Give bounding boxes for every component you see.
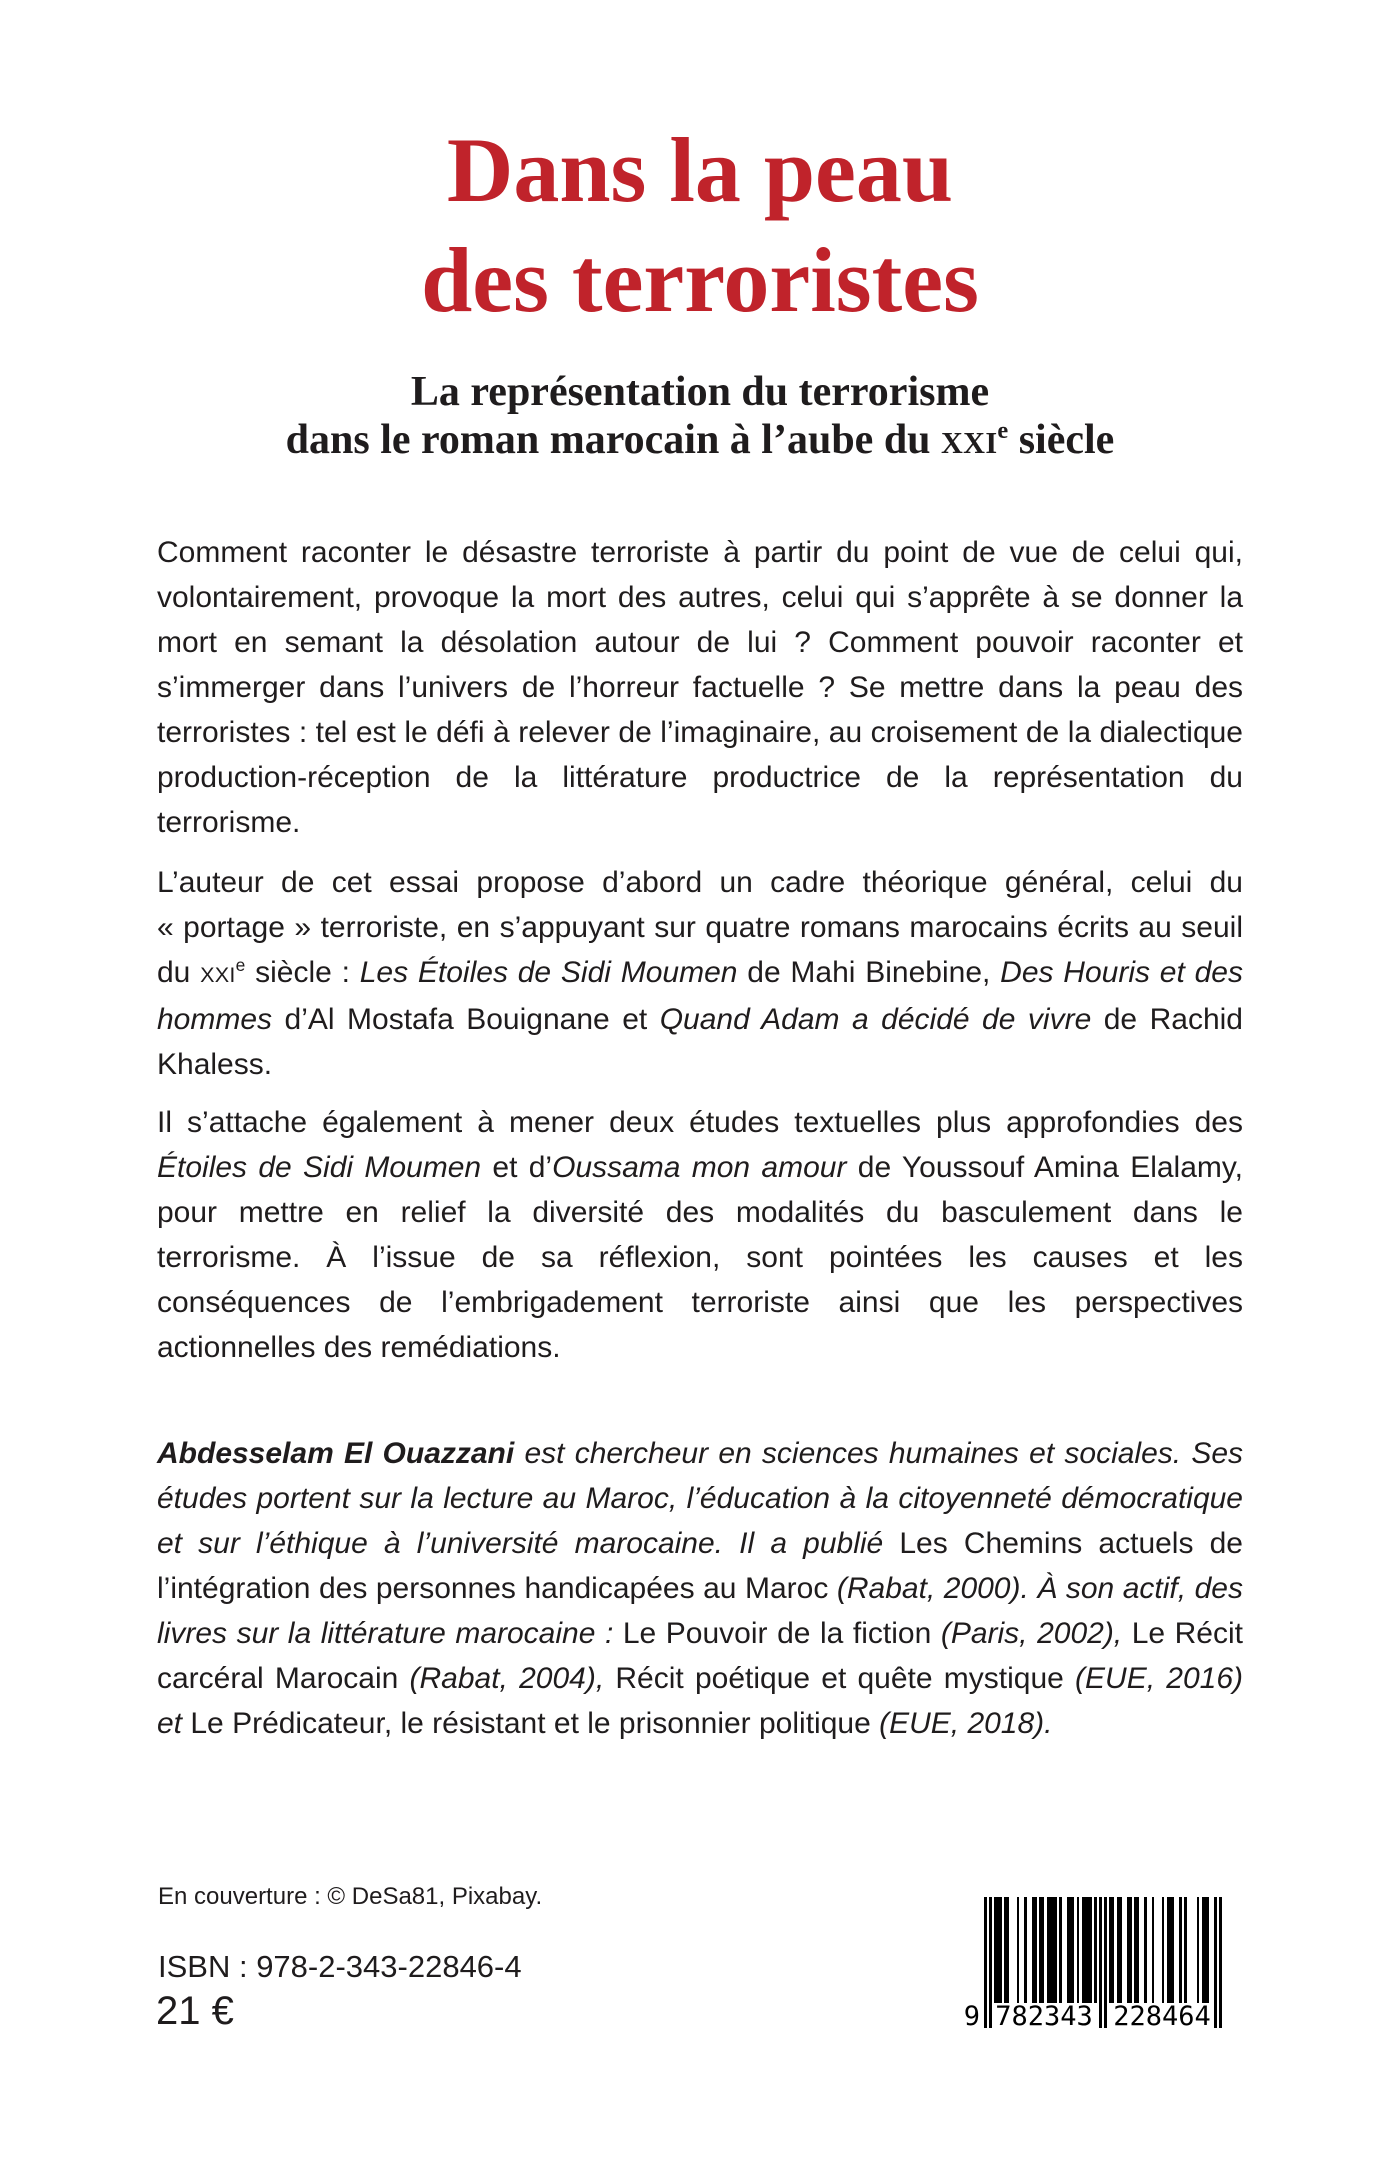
cover-credit-note: En couverture : © DeSa81, Pixabay. — [158, 1883, 543, 1910]
book-title-line-1: Dans la peau — [446, 119, 954, 221]
ean-barcode — [963, 1897, 1222, 2032]
synopsis-paragraph-2: L’auteur de cet essai propose d’abord un cadre théorique général, celui du « portage » terroriste, en s’appuyant sur quatre romans marocains écrits au seuil du XXIe siècle : Les Étoiles de Sidi Moumen de Mahi Binebine, Des Houris et des hommes d’Al Mostafa Bouignane et Quand Adam a décidé de vivre de Rachid Khaless. — [157, 866, 1243, 1081]
isbn-text: ISBN : 978-2-343-22846-4 — [158, 1949, 522, 1984]
price-text: 21 € — [156, 1989, 234, 2033]
barcode-digit-group-right: 228464 — [1113, 2001, 1211, 2032]
synopsis-paragraph-3: Il s’attache également à mener deux études textuelles plus approfondies des Étoiles de Sidi Moumen et d’Oussama mon amour de Youssouf Amina Elalamy, pour mettre en relief la diversité des modalités du basculement dans le terrorisme. À l’issue de sa réflexion, sont pointées les causes et les conséquences de l’embrigadement terroriste ainsi que les perspectives actionnelles des remédiations. — [157, 1106, 1244, 1364]
book-title — [157, 115, 1243, 335]
author-bio: Abdesselam El Ouazzani est chercheur en sciences humaines et sociales. Ses études portent sur la lecture au Maroc, l’éducation à la citoyenneté démocratique et sur l’éthique à l’université marocaine. Il a publié Les Chemins actuels de l’intégration des personnes handicapées au Maroc (Rabat, 2000). À son actif, des livres sur la littérature marocaine : Le Pouvoir de la fiction (Paris, 2002), Le Récit carcéral Marocain (Rabat, 2004), Récit poétique et quête mystique (EUE, 2016) et Le Prédicateur, le résistant et le prisonnier politique (EUE, 2018). — [157, 1437, 1244, 1740]
book-subtitle — [97, 368, 1303, 467]
synopsis-paragraph-1: Comment raconter le désastre terroriste à partir du point de vue de celui qui, volontairement, provoque la mort des autres, celui qui s’apprête à se donner la mort en semant la désolation autour de lui ? Comment pouvoir raconter et s’immerger dans l’univers de l’horreur factuelle ? Se mettre dans la peau des terroristes : tel est le défi à relever de l’imaginaire, au croisement de la dialectique production-réception de la littérature productrice de la représentation du terrorisme. — [157, 536, 1243, 839]
book-title-line-2: des terroristes — [421, 229, 979, 331]
book-subtitle-line-1: La représentation du terrorisme — [410, 369, 990, 415]
book-subtitle-line-2: dans le roman marocain à l’aube du XXIe siècle — [285, 417, 1115, 463]
barcode-digit-group-left: 782343 — [995, 2001, 1093, 2032]
barcode-digit-group-lead: 9 — [963, 2001, 980, 2032]
